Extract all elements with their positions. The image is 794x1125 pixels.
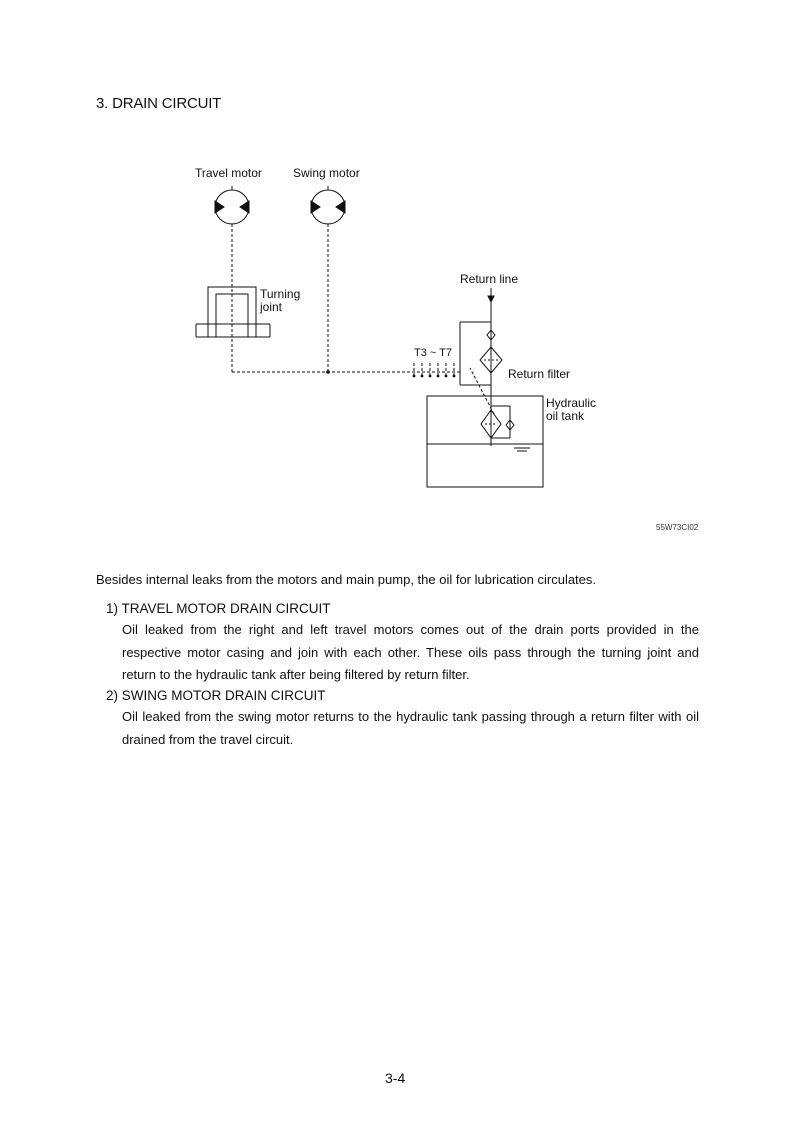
hydraulic-schematic [0,0,794,560]
return-line-label: Return line [460,272,519,286]
turning-joint-label-line2: joint [260,300,283,314]
ports-label: T3 ~ T7 [414,347,453,359]
return-filter-label: Return filter [508,367,571,381]
subsection-2-title: 2) SWING MOTOR DRAIN CIRCUIT [106,688,326,703]
drain-lines [232,224,494,414]
travel-motor-label: Travel motor [195,166,262,180]
hydraulic-tank-label-line1: Hydraulic [546,396,597,410]
figure-code: 55W73CI02 [656,523,699,532]
turning-joint-label-line1: Turning [260,287,301,301]
travel-motor-symbol [215,186,249,224]
drain-circuit-diagram [0,0,794,560]
section-title: 3. DRAIN CIRCUIT [96,95,222,112]
hydraulic-tank-symbol [427,396,543,487]
subsection-1-title: 1) TRAVEL MOTOR DRAIN CIRCUIT [106,601,331,616]
return-filter-symbol [460,288,502,446]
subsection-1-body: Oil leaked from the right and left travel motors comes out of the drain ports provided in the respective motor casing and join with each other. These oils pass through the turning joint and return to the hydraulic tank after being filtered by return filter. [122,622,699,682]
swing-motor-label: Swing motor [293,166,360,180]
intro-paragraph: Besides internal leaks from the motors and main pump, the oil for lubrication circulates. [96,572,597,587]
page-number: 3-4 [385,1070,406,1086]
hydraulic-tank-label-line2: oil tank [546,409,585,423]
subsection-2-body: Oil leaked from the swing motor returns to the hydraulic tank passing through a return filter with oil drained from the travel circuit. [122,709,699,747]
swing-motor-symbol [311,186,345,224]
turning-joint-symbol [196,287,270,337]
